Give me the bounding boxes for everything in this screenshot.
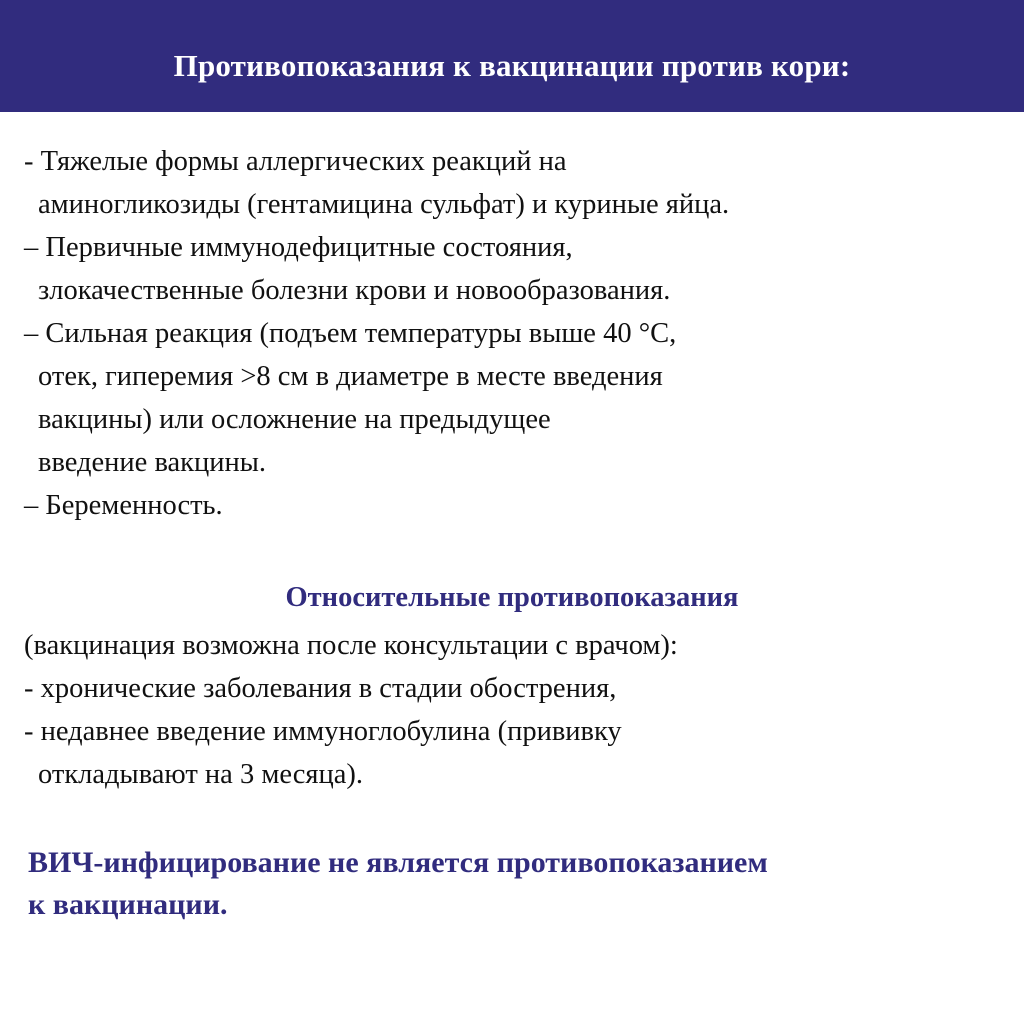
absolute-contraindications-list <box>24 140 1004 527</box>
list-item: вакцины) или осложнение на предыдущее <box>38 404 551 435</box>
relative-contraindications-heading: Относительные противопоказания <box>285 582 739 613</box>
list-item: – Сильная реакция (подъем температуры выше 40 °С, <box>24 318 677 349</box>
list-item: – Первичные иммунодефицитные состояния, <box>24 232 573 263</box>
list-item: злокачественные болезни крови и новообразования. <box>38 275 671 306</box>
hiv-note-line: к вакцинации. <box>28 888 228 921</box>
list-item: откладывают на 3 месяца). <box>38 759 363 790</box>
page-title: Противопоказания к вакцинации против кори: <box>173 48 851 83</box>
list-item: аминогликозиды (гентамицина сульфат) и куриные яйца. <box>38 189 730 220</box>
list-item: - Тяжелые формы аллергических реакций на <box>24 146 567 177</box>
relative-contraindications-list <box>24 624 1014 796</box>
slide-body <box>0 112 1024 1024</box>
list-item: отек, гиперемия >8 см в диаметре в месте введения <box>38 361 663 392</box>
hiv-note-line: ВИЧ-инфицирование не является противопоказанием <box>28 846 768 879</box>
hiv-note <box>28 842 1018 926</box>
list-item: - хронические заболевания в стадии обострения, <box>24 673 617 704</box>
list-item: введение вакцины. <box>38 447 267 478</box>
list-item: (вакцинация возможна после консультации с врачом): <box>24 630 678 661</box>
list-item: - недавнее введение иммуноглобулина (прививку <box>24 716 622 747</box>
list-item: – Беременность. <box>24 490 223 521</box>
